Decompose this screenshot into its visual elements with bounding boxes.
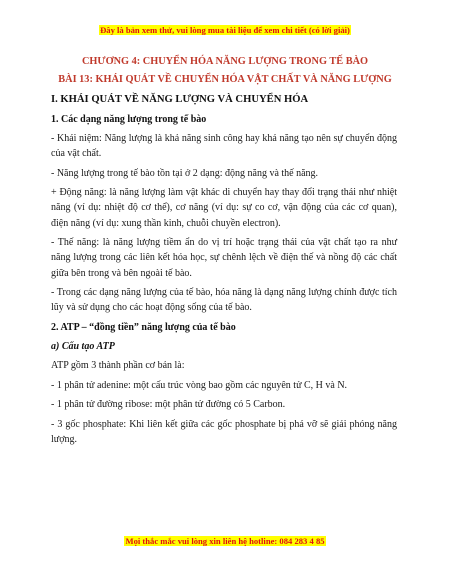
paragraph: - Trong các dạng năng lượng của tế bào, hóa năng là dạng năng lượng chính được tích lũy và sử dụng cho các hoạt động sống của tế bào. — [51, 287, 397, 314]
subsection-heading: 2. ATP – “đồng tiền” năng lượng của tế bào — [51, 321, 236, 333]
paragraph: - Năng lượng trong tế bào tồn tại ở 2 dạng: động năng và thế năng. — [51, 167, 319, 179]
subsection-heading: 1. Các dạng năng lượng trong tế bào — [51, 113, 207, 125]
document-body — [51, 92, 397, 452]
hotline-banner — [0, 536, 450, 547]
chapter-title: CHƯƠNG 4: CHUYỂN HÓA NĂNG LƯỢNG TRONG TẾ BÀO — [81, 56, 369, 67]
hotline-text: Mọi thắc mắc vui lòng xin liên hệ hotline: 084 283 4 85 — [125, 536, 325, 546]
subsection-heading: a) Cấu tạo ATP — [51, 341, 115, 353]
paragraph: + Động năng: là năng lượng làm vật khác di chuyển hay thay đổi trạng thái như nhiệt năng (ví dụ: nhiệt độ cơ thể), cơ năng (ví dụ: sự co cơ, vận động của các cơ quan), điện năng (ví dụ: xung thần kinh, chuỗi chuyền electron). — [51, 187, 397, 229]
preview-notice-text: Đây là bản xem thử, vui lòng mua tài liệu để xem chi tiết (có lời giải) — [100, 25, 350, 35]
preview-notice-banner — [0, 25, 450, 36]
section-heading: I. KHÁI QUÁT VỀ NĂNG LƯỢNG VÀ CHUYỂN HÓA — [51, 94, 309, 105]
paragraph: - Khái niệm: Năng lượng là khả năng sinh công hay khả năng tạo nên sự chuyển động của vật chất. — [51, 132, 397, 159]
paragraph: - Thế năng: là năng lượng tiềm ẩn do vị trí hoặc trạng thái của vật chất tạo ra như năng lượng trong các liên kết hóa học, sự chênh lệch về điện thế và nồng độ các chất giữa bên trong và bên ngoài tế bào. — [51, 237, 397, 279]
paragraph: - 1 phân tử adenine: một cấu trúc vòng bao gồm các nguyên tử C, H và N. — [51, 379, 348, 391]
paragraph: ATP gồm 3 thành phần cơ bản là: — [51, 360, 185, 372]
paragraph: - 3 gốc phosphate: Khi liên kết giữa các gốc phosphate bị phá vỡ sẽ giải phóng năng lượng. — [51, 419, 397, 446]
lesson-title: BÀI 13: KHÁI QUÁT VỀ CHUYỂN HÓA VẬT CHẤT VÀ NĂNG LƯỢNG — [58, 74, 392, 85]
paragraph: - 1 phân tử đường ribose: một phân tử đường có 5 Carbon. — [51, 399, 286, 411]
